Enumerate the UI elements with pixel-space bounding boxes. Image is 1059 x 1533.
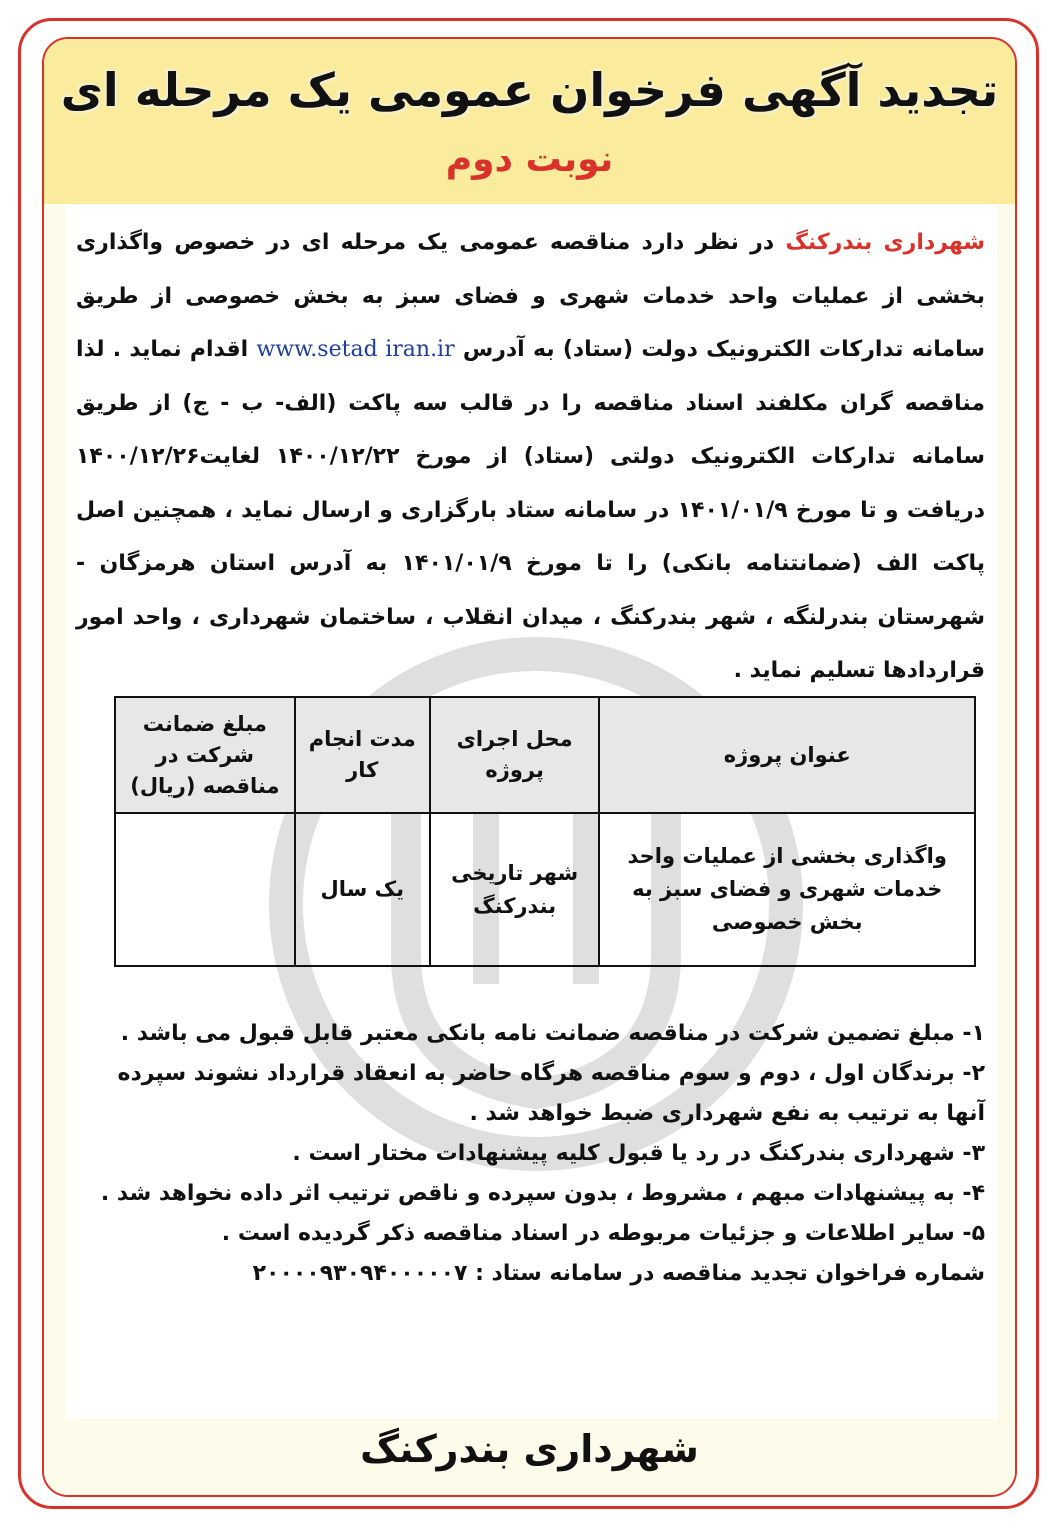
cell-project-title: واگذاری بخشی از عملیات واحد خدمات شهری و فضای سبز به بخش خصوصی bbox=[599, 813, 975, 966]
footer-signature: شهرداری بندرکنگ bbox=[360, 1427, 699, 1471]
cell-guarantee-amount bbox=[115, 813, 295, 966]
header-guarantee-amount: مبلغ ضمانت شرکت در مناقصه (ریال) bbox=[115, 697, 295, 813]
header-project-title: عنوان پروژه bbox=[599, 697, 975, 813]
intro-paragraph bbox=[76, 216, 985, 698]
notice-panel bbox=[42, 37, 1017, 1497]
cell-duration: یک سال bbox=[295, 813, 430, 966]
condition-item: ۱- مبلغ تضمین شرکت در مناقصه ضمانت نامه بانکی معتبر قابل قبول می باشد . bbox=[120, 1021, 985, 1046]
header-location: محل اجرای پروژه bbox=[430, 697, 600, 813]
project-table bbox=[114, 696, 976, 967]
condition-item: ۲- برندگان اول ، دوم و سوم مناقصه هرگاه حاضر به انعقاد قرارداد نشوند سپرده آنها به ترتیب به نفع شهرداری ضبط خواهد شد . bbox=[117, 1061, 985, 1126]
notice-content bbox=[66, 204, 997, 1419]
notice-header bbox=[44, 39, 1015, 204]
notice-subtitle: نوبت دوم bbox=[445, 139, 614, 180]
org-name: شهرداری بندرکنگ bbox=[785, 230, 986, 255]
table-row bbox=[115, 813, 975, 966]
header-duration: مدت انجام کار bbox=[295, 697, 430, 813]
intro-text-2: اقدام نماید . لذا مناقصه گران مکلفند اسناد مناقصه را در قالب سه پاکت (الف- ب - ج) از طریق سامانه تدارکات الکترونیک دولتی (ستاد) از مورخ ۱۴۰۰/۱۲/۲۲ لغایت۱۴۰۰/۱۲/۲۶ دریافت و تا مورخ ۱۴۰۱/۰۱/۹ در سامانه ستاد بارگزاری و ارسال نماید ، همچنین اصل پاکت الف (ضمانتنامه بانکی) را تا مورخ ۱۴۰۱/۰۱/۹ به آدرس استان هرمزگان - شهرستان بندرلنگه ، شهر بندرکنگ ، میدان انقلاب ، ساختمان شهرداری ، واحد امور قراردادها تسلیم نماید . bbox=[76, 337, 986, 683]
condition-item: ۴- به پیشنهادات مبهم ، مشروط ، بدون سپرده و ناقص ترتیب اثر داده نخواهد شد . bbox=[100, 1181, 985, 1206]
condition-item: ۵- سایر اطلاعات و جزئیات مربوطه در اسناد مناقصه ذکر گردیده است . bbox=[221, 1221, 985, 1246]
tender-number: شماره فراخوان تجدید مناقصه در سامانه ستاد : ۲۰۰۰۰۹۳۰۹۴۰۰۰۰۰۷ bbox=[252, 1261, 985, 1286]
notice-footer bbox=[44, 1419, 1015, 1497]
notice-title: تجدید آگهی فرخوان عمومی یک مرحله ای bbox=[60, 63, 999, 117]
table-header-row bbox=[115, 697, 975, 813]
condition-item: ۳- شهرداری بندرکنگ در رد یا قبول کلیه پیشنهادات مختار است . bbox=[292, 1141, 985, 1166]
setad-link[interactable]: www.setad iran.ir bbox=[256, 337, 455, 362]
cell-location: شهر تاریخی بندرکنگ bbox=[430, 813, 600, 966]
conditions-list bbox=[76, 1014, 985, 1294]
intro-text-1: در نظر دارد مناقصه عمومی یک مرحله ای در خصوص واگذاری بخشی از عملیات واحد خدمات شهری و فضای سبز به بخش خصوصی از طریق سامانه تدارکات الکترونیک دولت (ستاد) به آدرس bbox=[76, 230, 986, 362]
